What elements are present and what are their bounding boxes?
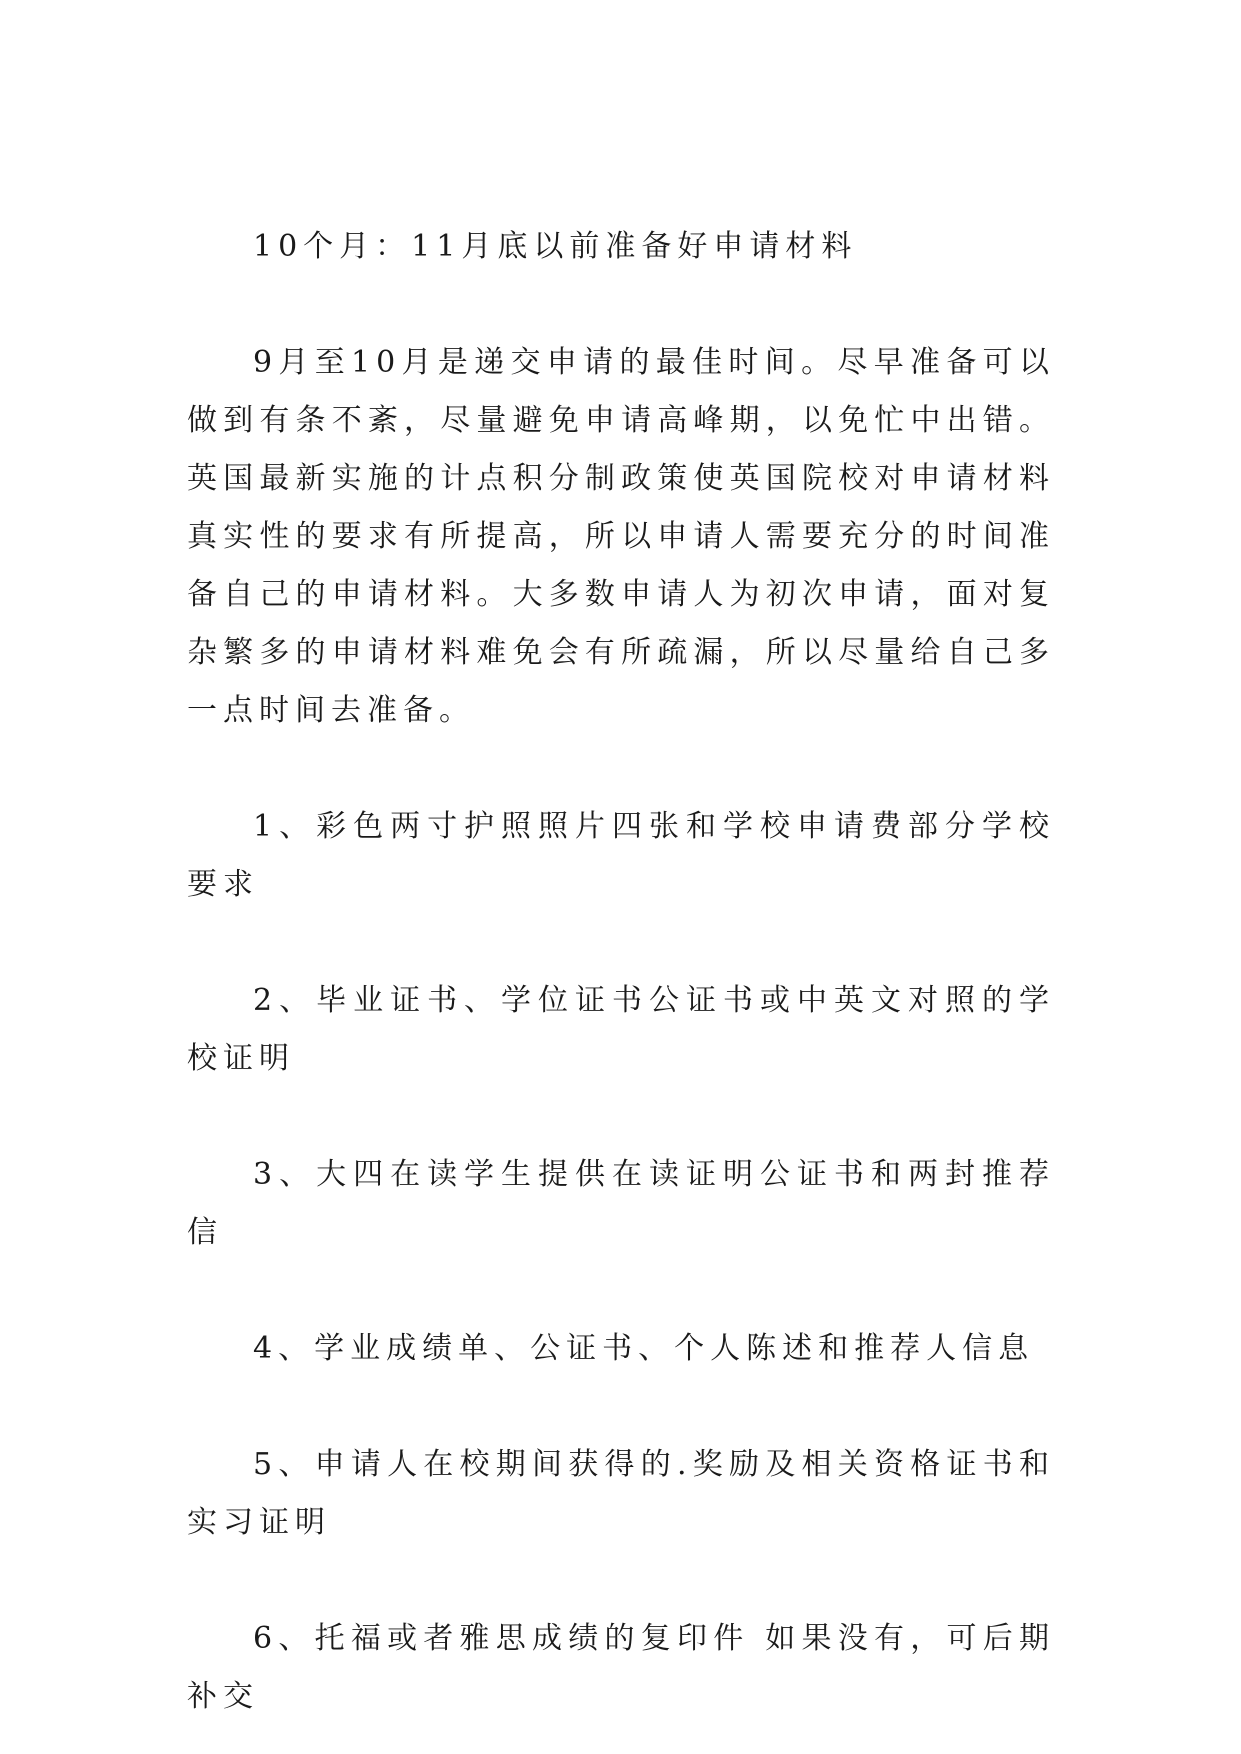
section-heading: 10个月：11月底以前准备好申请材料 xyxy=(253,229,858,264)
list-item: 2、毕业证书、学位证书公证书或中英文对照的学校证明 xyxy=(187,983,1055,1076)
body-paragraph: 9月至10月是递交申请的最佳时间。尽早准备可以做到有条不紊，尽量避免申请高峰期，以免忙中出错。英国最新实施的计点积分制政策使英国院校对申请材料真实性的要求有所提高，所以申请人需要充分的时间准备自己的申请材料。大多数申请人为初次申请，面对复杂繁多的申请材料难免会有所疏漏，所以尽量给自己多一点时间去准备。 xyxy=(187,345,1055,728)
document-body xyxy=(187,218,1055,1726)
list-item: 5、申请人在校期间获得的.奖励及相关资格证书和实习证明 xyxy=(187,1447,1055,1540)
list-item: 4、学业成绩单、公证书、个人陈述和推荐人信息 xyxy=(253,1331,1035,1366)
list-item: 3、大四在读学生提供在读证明公证书和两封推荐信 xyxy=(187,1157,1055,1250)
list-item: 1、彩色两寸护照照片四张和学校申请费部分学校要求 xyxy=(187,809,1055,902)
list-item: 6、托福或者雅思成绩的复印件 如果没有，可后期补交 xyxy=(187,1621,1055,1714)
